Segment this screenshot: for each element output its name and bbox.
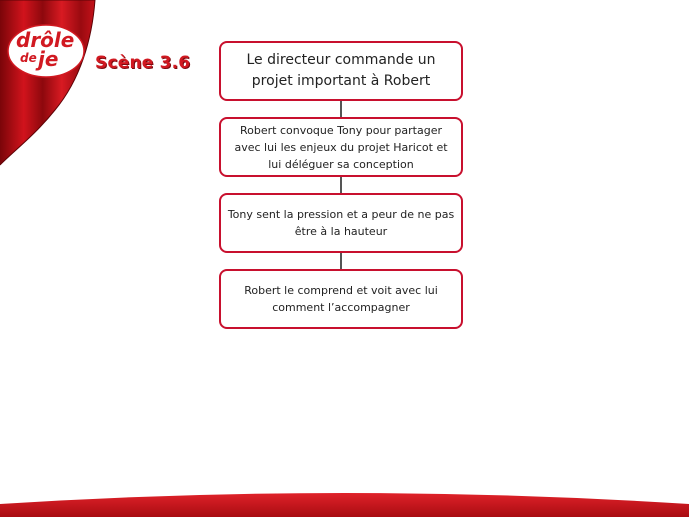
flow-step-4 <box>219 269 463 329</box>
logo-word-drole: drôle <box>16 28 75 52</box>
flow-step-1-text: Le directeur commande un projet important à Robert <box>246 52 436 89</box>
flow-step-3 <box>219 193 463 253</box>
footer-wave-decoration <box>0 488 689 517</box>
drole-de-je-logo <box>6 22 86 80</box>
logo-word-de: de <box>20 51 37 65</box>
scene-title: Scène 3.6 <box>95 53 191 73</box>
connector-3-4 <box>340 253 342 269</box>
flow-step-3-text: Tony sent la pression et a peur de ne pas être à la hauteur <box>227 208 455 238</box>
connector-1-2 <box>340 101 342 117</box>
flow-step-1 <box>219 41 463 101</box>
connector-2-3 <box>340 177 342 193</box>
flow-step-2 <box>219 117 463 177</box>
flow-step-2-text: Robert convoque Tony pour partager avec lui les enjeux du projet Haricot et lui déléguer sa conception <box>234 123 448 171</box>
flow-step-4-text: Robert le comprend et voit avec lui comment l’accompagner <box>244 284 438 314</box>
logo-word-je: je <box>38 47 59 71</box>
